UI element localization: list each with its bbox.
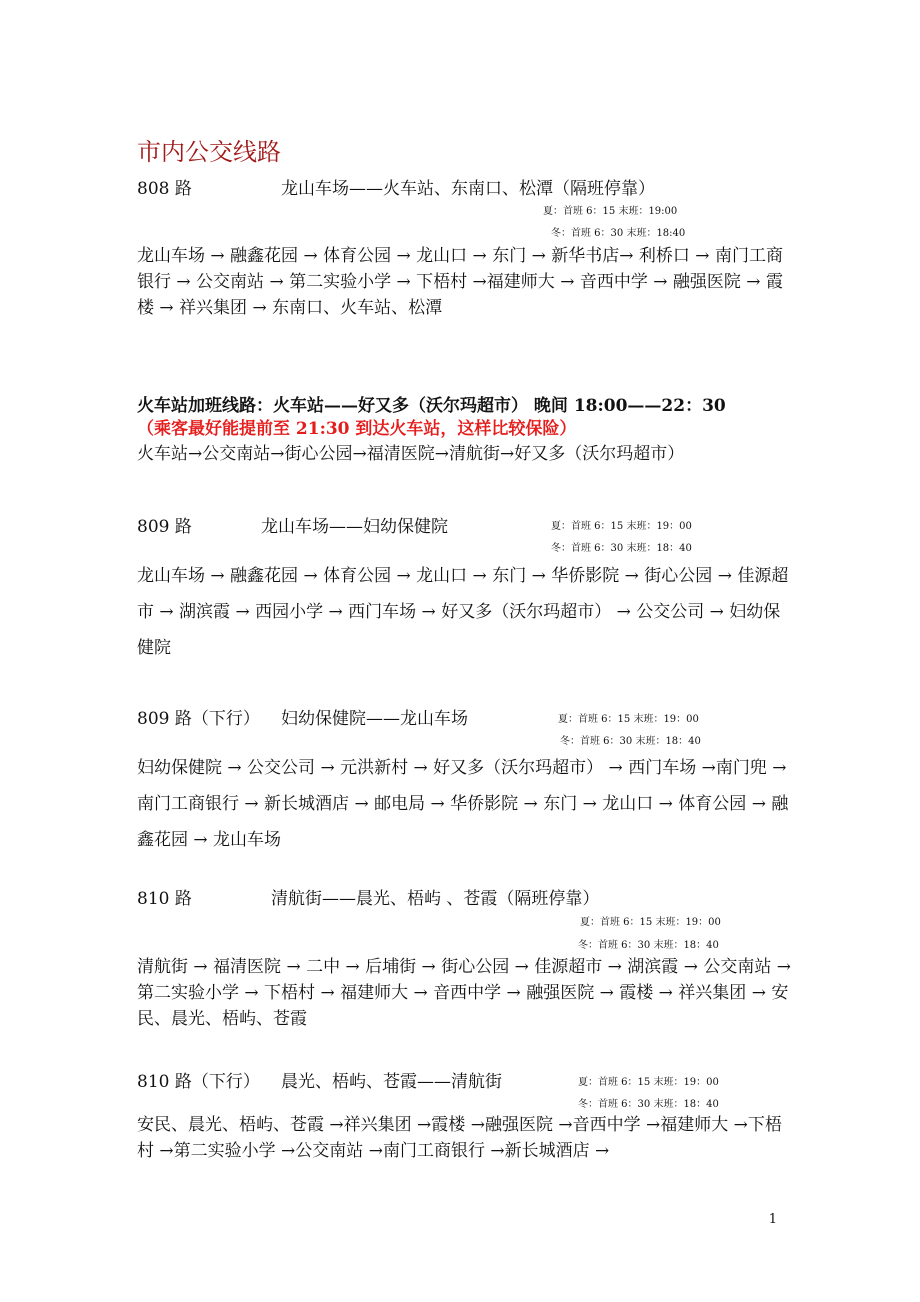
page-number: 1	[768, 1212, 777, 1227]
route-809-winter: 冬：首班 6：30 末班：18：40	[551, 543, 692, 554]
route-808-name: 龙山车场——火车站、东南口、松潭（隔班停靠）	[281, 179, 655, 199]
route-number: 808 路	[137, 179, 192, 199]
page-title: 市内公交线路	[137, 138, 281, 166]
route-810-down-summer: 夏：首班 6：15 末班：19：00	[578, 1077, 719, 1088]
route-809-down-number: 809 路（下行）	[137, 709, 260, 729]
route-809-down-winter: 冬：首班 6：30 末班：18：40	[560, 736, 701, 747]
route-809-number: 809 路	[137, 517, 192, 537]
route-810-down-number: 810 路（下行）	[137, 1072, 260, 1092]
route-808-summer: 夏：首班 6：15 末班：19:00	[543, 206, 678, 217]
route-809-name: 龙山车场——妇幼保健院	[261, 517, 448, 537]
extra-line-note: （乘客最好能提前至 21:30 到达火车站，这样比较保险）	[137, 419, 577, 439]
route-809-stops: 龙山车场 → 融鑫花园 → 体育公园 → 龙山口 → 东门 → 华侨影院 → 街心公园 → 佳源超市 → 湖滨霞 → 西园小学 → 西门车场 → 好又多（沃尔玛超市） → 公交公司 → 妇幼保健院	[137, 566, 789, 658]
route-810-name: 清航街——晨光、梧屿 、苍霞（隔班停靠）	[271, 889, 600, 909]
extra-line-heading: 火车站加班线路：火车站——好又多（沃尔玛超市） 晚间 18:00——22：30	[137, 396, 726, 416]
route-810-winter: 冬：首班 6：30 末班：18：40	[578, 940, 719, 951]
route-808-stops: 龙山车场 → 融鑫花园 → 体育公园 → 龙山口 → 东门 → 新华书店→ 利桥口 → 南门工商银行 → 公交南站 → 第二实验小学 → 下梧村 →福建师大 → 音西中学 → 融强医院 → 霞楼 → 祥兴集团 → 东南口、火车站、松潭	[137, 246, 783, 318]
route-808-winter: 冬：首班 6：30 末班：18:40	[551, 228, 686, 239]
route-810-stops: 清航街 → 福清医院 → 二中 → 后埔街 → 街心公园 → 佳源超市 → 湖滨霞 → 公交南站 → 第二实验小学 → 下梧村 → 福建师大 → 音西中学 → 融强医院 → 霞楼 → 祥兴集团 → 安民、晨光、梧屿、苍霞	[137, 957, 792, 1029]
route-808-header	[137, 174, 192, 199]
route-810-summer: 夏：首班 6：15 末班：19：00	[580, 917, 721, 928]
route-810-down-stops: 安民、晨光、梧屿、苍霞 →祥兴集团 →霞楼 →融强医院 →音西中学 →福建师大 →下梧村 →第二实验小学 →公交南站 →南门工商银行 →新长城酒店 →	[137, 1115, 782, 1161]
extra-line-stops: 火车站→公交南站→街心公园→福清医院→清航街→好又多（沃尔玛超市）	[137, 444, 685, 464]
route-810-number: 810 路	[137, 889, 192, 909]
route-809-down-stops: 妇幼保健院 → 公交公司 → 元洪新村 → 好又多（沃尔玛超市） → 西门车场 →南门兜 → 南门工商银行 → 新长城酒店 → 邮电局 → 华侨影院 → 东门 → 龙山口 → 体育公园 → 融鑫花园 → 龙山车场	[137, 758, 789, 850]
route-809-summer: 夏：首班 6：15 末班：19：00	[551, 521, 692, 532]
route-809-down-summer: 夏：首班 6：15 末班：19：00	[558, 714, 699, 725]
route-810-down-name: 晨光、梧屿、苍霞——清航街	[281, 1072, 502, 1092]
route-810-down-winter: 冬：首班 6：30 末班：18：40	[578, 1099, 719, 1110]
route-809-down-name: 妇幼保健院——龙山车场	[281, 709, 468, 729]
